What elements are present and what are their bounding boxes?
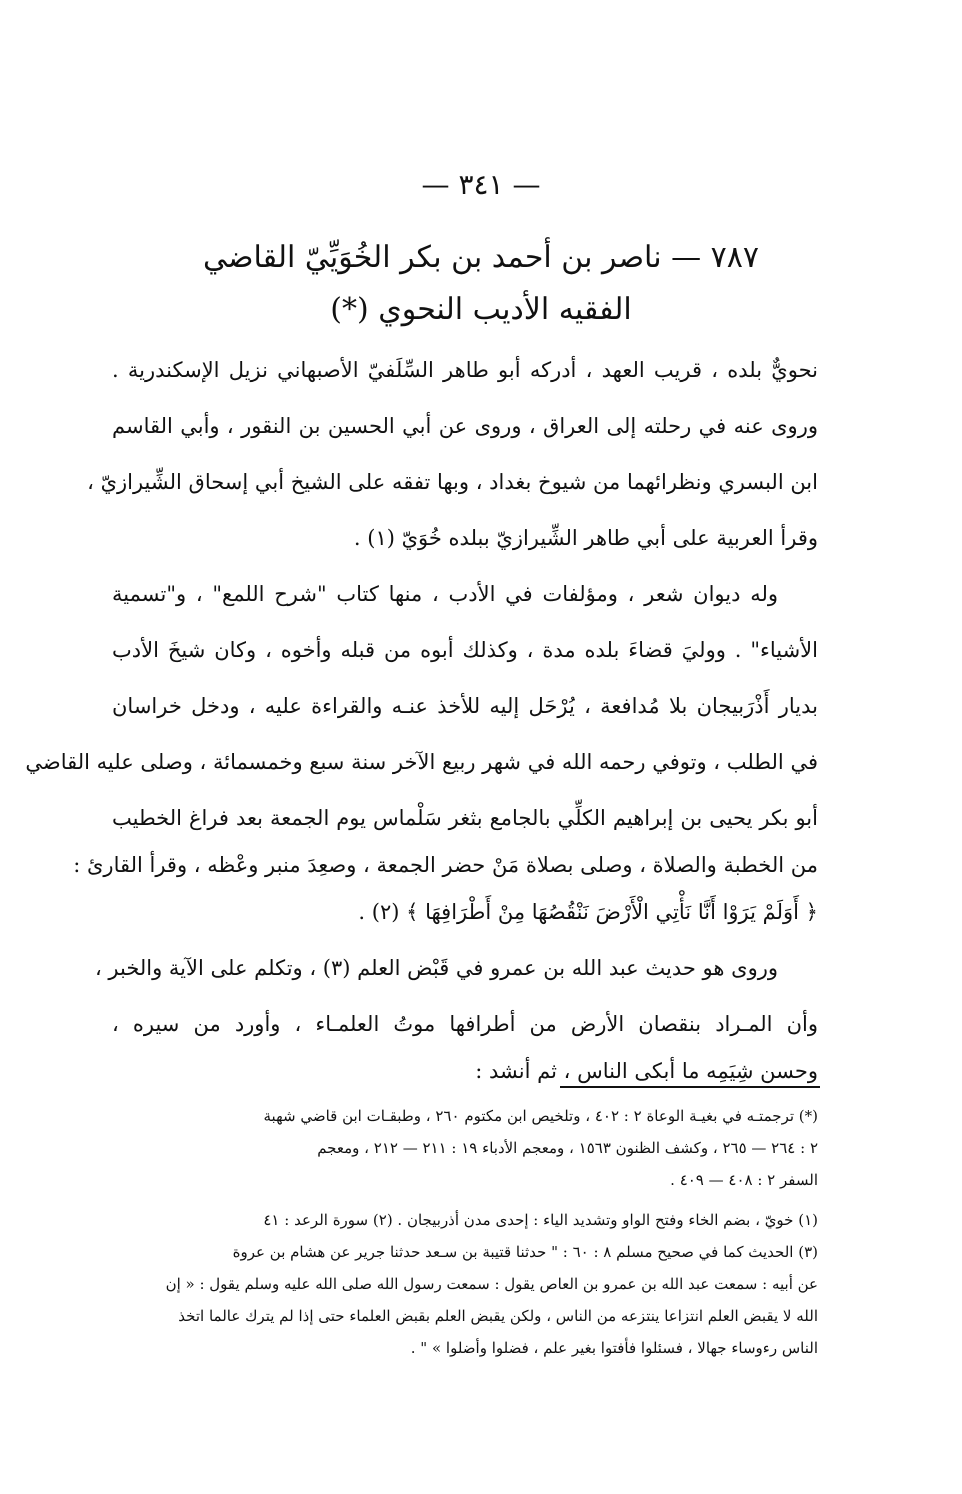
text-line: وأن المـراد بنقصان الأرض من أطرافها موتُ العلمـاء ، وأورد من سيره ، <box>112 1012 818 1036</box>
text-line: الأشياء" . ووليَ قضاءَ بلده مدة ، وكذلك أبوه من قبله وأخوه ، وكان شيخَ الأدب <box>112 638 818 662</box>
footnote-line: عن أبيه : سمعت عبد الله بن عمرو بن العاص يقول : سمعت رسول الله صلى الله عليه وسلم يقول : « إن <box>165 1275 818 1293</box>
footnote-line: ٢ : ٢٦٤ — ٢٦٥ ، وكشف الظنون ١٥٦٣ ، ومعجم الأدباء ١٩ : ٢١١ — ٢١٢ ، ومعجم <box>317 1139 818 1157</box>
footnote-spacer <box>112 1196 818 1204</box>
footnote-line: السفر ٢ : ٤٠٨ — ٤٠٩ . <box>670 1171 818 1189</box>
text-line: من الخطبة والصلاة ، وصلى بصلاة مَنْ حضر الجمعة ، وصعِدَ منبر وعْظه ، وقرأ القارئ : <box>73 853 818 877</box>
entry-title-name: ٧٨٧ — ناصر بن أحمد بن بكر الخُوَيِّيّ القاضي <box>203 240 759 275</box>
text-line: في الطلب ، وتوفي رحمه الله في شهر ربيع الآخر سنة سبع وخمسمائة ، وصلى عليه القاضي <box>25 750 818 774</box>
text-line: وحسن شِيَمِه ما أبكى الناس ، ثم أنشد : <box>475 1059 818 1083</box>
text-line: بديار أَذْرَبيجان بلا مُدافعة ، يُرْحَل إليه للأخذ عنـه والقراءة عليه ، ودخل خراسان <box>112 694 818 718</box>
footnote-divider <box>560 1086 820 1088</box>
entry-title-description: الفقيه الأديب النحوي (*) <box>330 292 632 327</box>
page-number: — ٣٤١ — <box>421 168 541 201</box>
text-line: وقرأ العربية على أبي طاهر الشِّيرازيّ ببلده خُوَيّ (١) . <box>353 526 818 550</box>
footnote-line: الناس رءوساء جهالا ، فسئلوا فأفتوا بغير علم ، فضلوا وأضلوا » " . <box>410 1339 818 1357</box>
biography-text <box>25 342 818 1090</box>
footnote-line: (٣) الحديث كما في صحيح مسلم ٨ : ٦٠ : " حدثنا قتيبة بن سـعد حدثنا جرير عن هشام بن عروة <box>232 1243 818 1261</box>
footnote-line: (*) ترجمتـه في بغيـة الوعاة ٢ : ٤٠٢ ، وتلخيص ابن مكتوم ٢٦٠ ، وطبقـات ابن قاضي شهبة <box>263 1107 818 1125</box>
text-line: وروى هو حديث عبد الله بن عمرو في قَبْض العلم (٣) ، وتكلم على الآية والخبر ، <box>94 956 778 980</box>
text-line: أبو بكر يحيى بن إبراهيم الكلِّي بالجامع بثغر سَلْماس يوم الجمعة بعد فراغ الخطيب <box>112 806 818 830</box>
quran-verse: ﴿ أَوَلَمْ يَرَوْا أَنَّا نَأْتِي الْأَرْضَ نَنْقُصُهَا مِنْ أَطْرَافِهَا ﴾ (٢) . <box>358 900 818 924</box>
entry-heading <box>120 232 842 336</box>
text-line: وروى عنه في رحلته إلى العراق ، وروى عن أبي الحسين بن النقور ، وأبي القاسم <box>112 414 818 438</box>
footnote-line: الله لا يقبض العلم انتزاعا ينتزعه من الناس ، ولكن يقبض العلم بقبض العلماء حتى إذا لم يترك عالما اتخذ <box>178 1307 818 1325</box>
footnote-line: (١) خويّ ، بضم الخاء وفتح الواو وتشديد الياء : إحدى مدن أذربيجان . (٢) سورة الرعد : ٤١ <box>263 1211 818 1229</box>
footnotes <box>112 1100 818 1364</box>
text-line: وله ديوان شعر ، ومؤلفات في الأدب ، منها كتاب "شرح اللمع" ، و"تسمية <box>112 582 778 606</box>
text-line: ابن البسري ونظرائهما من شيوخ بغداد ، وبها تفقه على الشيخ أبي إسحاق الشِّيرازيّ ، <box>87 470 818 494</box>
text-line: نحويٌّ بلده ، قريب العهد ، أدركه أبو طاهر السِّلَفيّ الأصبهاني نزيل الإسكندرية . <box>112 358 818 382</box>
